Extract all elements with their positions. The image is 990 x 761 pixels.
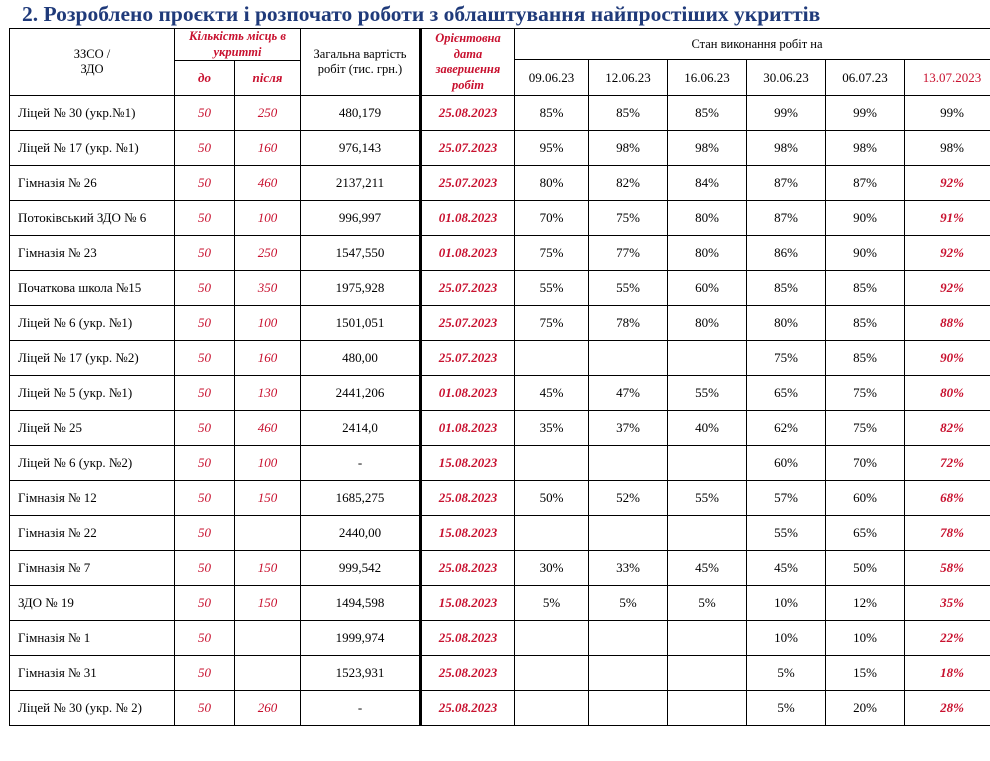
cell-progress: 62%: [747, 411, 826, 446]
shelter-works-table: [9, 28, 990, 726]
table-row: [10, 586, 990, 621]
cell-progress: [589, 446, 668, 481]
cell-cost: 2414,0: [301, 411, 421, 446]
cell-progress: [589, 341, 668, 376]
cell-progress: 50%: [515, 481, 589, 516]
cell-before: 50: [175, 586, 235, 621]
table-row: [10, 166, 990, 201]
cell-progress: 80%: [515, 166, 589, 201]
cell-progress: 82%: [589, 166, 668, 201]
cell-before: 50: [175, 131, 235, 166]
cell-before: 50: [175, 236, 235, 271]
cell-progress: 75%: [515, 306, 589, 341]
table-row: [10, 481, 990, 516]
cell-progress: 58%: [905, 551, 990, 586]
cell-progress: 18%: [905, 656, 990, 691]
cell-progress: 55%: [747, 516, 826, 551]
cell-progress: 5%: [747, 691, 826, 726]
cell-after: 100: [235, 306, 301, 341]
cell-school: Початкова школа №15: [10, 271, 175, 306]
cell-school: Ліцей № 30 (укр. № 2): [10, 691, 175, 726]
cell-progress: 35%: [515, 411, 589, 446]
table-row: [10, 376, 990, 411]
cell-before: 50: [175, 166, 235, 201]
cell-after: [235, 621, 301, 656]
table-row: [10, 551, 990, 586]
cell-progress: 65%: [826, 516, 905, 551]
cell-after: 150: [235, 586, 301, 621]
cell-before: 50: [175, 551, 235, 586]
cell-cost: -: [301, 691, 421, 726]
cell-progress: 77%: [589, 236, 668, 271]
cell-progress: 85%: [826, 341, 905, 376]
cell-cost: 1523,931: [301, 656, 421, 691]
cell-progress: [668, 691, 747, 726]
cell-progress: 98%: [668, 131, 747, 166]
cell-progress: 87%: [747, 201, 826, 236]
cell-progress: [515, 656, 589, 691]
cell-cost: 1975,928: [301, 271, 421, 306]
cell-cost: 996,997: [301, 201, 421, 236]
cell-after: 250: [235, 236, 301, 271]
cell-school: Гімназія № 1: [10, 621, 175, 656]
cell-progress: 65%: [747, 376, 826, 411]
cell-progress: [668, 341, 747, 376]
cell-before: 50: [175, 341, 235, 376]
col-header-school-label: ЗЗСО / ЗДО: [73, 46, 111, 77]
cell-deadline: 25.08.2023: [421, 96, 515, 131]
cell-progress: 80%: [905, 376, 990, 411]
cell-cost: 1685,275: [301, 481, 421, 516]
cell-progress: 86%: [747, 236, 826, 271]
cell-progress: 99%: [826, 96, 905, 131]
cell-after: 150: [235, 481, 301, 516]
cell-before: 50: [175, 656, 235, 691]
cell-progress: 78%: [905, 516, 990, 551]
table-row: [10, 516, 990, 551]
cell-progress: 5%: [515, 586, 589, 621]
cell-school: ЗДО № 19: [10, 586, 175, 621]
cell-progress: 37%: [589, 411, 668, 446]
table-row: [10, 341, 990, 376]
cell-school: Ліцей № 17 (укр. №2): [10, 341, 175, 376]
cell-progress: 88%: [905, 306, 990, 341]
cell-progress: 90%: [905, 341, 990, 376]
table-row: [10, 411, 990, 446]
col-header-deadline: Орієнтовна дата завершення робіт: [421, 29, 515, 96]
cell-progress: 92%: [905, 166, 990, 201]
cell-progress: 33%: [589, 551, 668, 586]
cell-progress: 70%: [826, 446, 905, 481]
col-header-after: після: [235, 61, 301, 96]
cell-progress: 85%: [589, 96, 668, 131]
cell-progress: 84%: [668, 166, 747, 201]
cell-progress: 55%: [515, 271, 589, 306]
col-header-school: [10, 29, 175, 96]
cell-school: Ліцей № 5 (укр. №1): [10, 376, 175, 411]
cell-progress: [668, 446, 747, 481]
cell-progress: 85%: [515, 96, 589, 131]
cell-cost: 999,542: [301, 551, 421, 586]
table-row: [10, 656, 990, 691]
cell-after: [235, 656, 301, 691]
cell-after: [235, 516, 301, 551]
cell-progress: 92%: [905, 271, 990, 306]
table-row: [10, 621, 990, 656]
page-title: 2. Розроблено проєкти і розпочато роботи з облаштування найпростіших укриттів: [22, 2, 821, 26]
cell-after: 150: [235, 551, 301, 586]
cell-school: Ліцей № 6 (укр. №1): [10, 306, 175, 341]
table-row: [10, 446, 990, 481]
cell-progress: 75%: [515, 236, 589, 271]
col-header-date-4: 30.06.23: [747, 60, 826, 96]
cell-progress: [515, 691, 589, 726]
cell-deadline: 25.07.2023: [421, 306, 515, 341]
cell-progress: 98%: [826, 131, 905, 166]
cell-progress: 90%: [826, 201, 905, 236]
table-row: [10, 131, 990, 166]
table-row: [10, 306, 990, 341]
cell-progress: [515, 446, 589, 481]
cell-deadline: 25.07.2023: [421, 131, 515, 166]
cell-deadline: 01.08.2023: [421, 236, 515, 271]
cell-progress: 85%: [747, 271, 826, 306]
cell-after: 100: [235, 446, 301, 481]
table-row: [10, 201, 990, 236]
cell-progress: 28%: [905, 691, 990, 726]
cell-deadline: 15.08.2023: [421, 516, 515, 551]
cell-before: 50: [175, 446, 235, 481]
cell-cost: 2137,211: [301, 166, 421, 201]
cell-cost: 1501,051: [301, 306, 421, 341]
cell-progress: 55%: [668, 376, 747, 411]
cell-before: 50: [175, 271, 235, 306]
cell-progress: [668, 621, 747, 656]
cell-school: Гімназія № 31: [10, 656, 175, 691]
cell-school: Ліцей № 30 (укр.№1): [10, 96, 175, 131]
cell-progress: 47%: [589, 376, 668, 411]
cell-progress: 10%: [826, 621, 905, 656]
cell-progress: 99%: [905, 96, 990, 131]
cell-progress: 85%: [826, 271, 905, 306]
cell-progress: [515, 516, 589, 551]
cell-progress: 10%: [747, 621, 826, 656]
cell-cost: 480,179: [301, 96, 421, 131]
cell-progress: 75%: [826, 411, 905, 446]
cell-deadline: 25.08.2023: [421, 481, 515, 516]
cell-after: 130: [235, 376, 301, 411]
cell-progress: 20%: [826, 691, 905, 726]
cell-progress: [589, 516, 668, 551]
cell-after: 160: [235, 341, 301, 376]
table-row: [10, 691, 990, 726]
cell-progress: 12%: [826, 586, 905, 621]
cell-progress: 91%: [905, 201, 990, 236]
col-header-date-2: 12.06.23: [589, 60, 668, 96]
cell-progress: 85%: [668, 96, 747, 131]
cell-after: 250: [235, 96, 301, 131]
cell-progress: 5%: [747, 656, 826, 691]
cell-before: 50: [175, 306, 235, 341]
cell-progress: 30%: [515, 551, 589, 586]
cell-progress: 52%: [589, 481, 668, 516]
cell-after: 100: [235, 201, 301, 236]
cell-progress: 45%: [668, 551, 747, 586]
table-row: [10, 96, 990, 131]
cell-deadline: 15.08.2023: [421, 586, 515, 621]
cell-progress: 70%: [515, 201, 589, 236]
cell-progress: [668, 656, 747, 691]
cell-progress: 55%: [589, 271, 668, 306]
cell-progress: 80%: [668, 201, 747, 236]
cell-progress: 60%: [668, 271, 747, 306]
cell-progress: 80%: [668, 306, 747, 341]
table-row: [10, 271, 990, 306]
col-header-date-3: 16.06.23: [668, 60, 747, 96]
cell-progress: 98%: [747, 131, 826, 166]
cell-cost: 1999,974: [301, 621, 421, 656]
cell-school: Ліцей № 6 (укр. №2): [10, 446, 175, 481]
cell-deadline: 25.07.2023: [421, 271, 515, 306]
cell-progress: 90%: [826, 236, 905, 271]
header-row-1: [10, 29, 990, 60]
cell-deadline: 25.08.2023: [421, 656, 515, 691]
cell-progress: 99%: [747, 96, 826, 131]
cell-deadline: 25.07.2023: [421, 341, 515, 376]
cell-after: 260: [235, 691, 301, 726]
cell-before: 50: [175, 621, 235, 656]
cell-progress: 40%: [668, 411, 747, 446]
cell-school: Гімназія № 7: [10, 551, 175, 586]
cell-cost: 2440,00: [301, 516, 421, 551]
cell-progress: 80%: [747, 306, 826, 341]
cell-progress: [589, 621, 668, 656]
cell-before: 50: [175, 376, 235, 411]
cell-progress: 95%: [515, 131, 589, 166]
cell-deadline: 01.08.2023: [421, 411, 515, 446]
cell-school: Гімназія № 22: [10, 516, 175, 551]
cell-progress: 5%: [589, 586, 668, 621]
cell-school: Гімназія № 23: [10, 236, 175, 271]
cell-progress: 75%: [747, 341, 826, 376]
cell-progress: [589, 691, 668, 726]
cell-progress: 5%: [668, 586, 747, 621]
cell-deadline: 25.08.2023: [421, 691, 515, 726]
cell-progress: 68%: [905, 481, 990, 516]
cell-progress: [668, 516, 747, 551]
cell-progress: 15%: [826, 656, 905, 691]
cell-progress: 55%: [668, 481, 747, 516]
cell-progress: 75%: [826, 376, 905, 411]
cell-progress: 45%: [747, 551, 826, 586]
cell-after: 350: [235, 271, 301, 306]
cell-progress: 10%: [747, 586, 826, 621]
cell-progress: 22%: [905, 621, 990, 656]
cell-deadline: 25.08.2023: [421, 621, 515, 656]
cell-progress: [589, 656, 668, 691]
cell-progress: 35%: [905, 586, 990, 621]
cell-progress: 98%: [589, 131, 668, 166]
cell-school: Ліцей № 17 (укр. №1): [10, 131, 175, 166]
cell-cost: -: [301, 446, 421, 481]
col-header-status: Стан виконання робіт на: [515, 29, 990, 60]
cell-progress: 75%: [589, 201, 668, 236]
cell-deadline: 01.08.2023: [421, 376, 515, 411]
col-header-date-1: 09.06.23: [515, 60, 589, 96]
cell-cost: 2441,206: [301, 376, 421, 411]
table-row: [10, 236, 990, 271]
cell-deadline: 25.07.2023: [421, 166, 515, 201]
cell-before: 50: [175, 411, 235, 446]
col-header-before: до: [175, 61, 235, 96]
cell-progress: 72%: [905, 446, 990, 481]
cell-progress: 82%: [905, 411, 990, 446]
cell-school: Потоківський ЗДО № 6: [10, 201, 175, 236]
cell-progress: [515, 621, 589, 656]
cell-deadline: 25.08.2023: [421, 551, 515, 586]
cell-progress: 87%: [826, 166, 905, 201]
cell-progress: 78%: [589, 306, 668, 341]
cell-progress: 98%: [905, 131, 990, 166]
col-header-date-5: 06.07.23: [826, 60, 905, 96]
col-header-cost: Загальна вартість робіт (тис. грн.): [301, 29, 421, 96]
cell-progress: 92%: [905, 236, 990, 271]
cell-progress: 85%: [826, 306, 905, 341]
cell-before: 50: [175, 691, 235, 726]
cell-before: 50: [175, 201, 235, 236]
cell-after: 460: [235, 411, 301, 446]
cell-progress: [515, 341, 589, 376]
cell-after: 160: [235, 131, 301, 166]
cell-progress: 45%: [515, 376, 589, 411]
cell-progress: 80%: [668, 236, 747, 271]
cell-progress: 87%: [747, 166, 826, 201]
cell-progress: 60%: [826, 481, 905, 516]
col-header-places: Кількість місць в укритті: [175, 29, 301, 61]
cell-cost: 1547,550: [301, 236, 421, 271]
cell-progress: 50%: [826, 551, 905, 586]
cell-before: 50: [175, 96, 235, 131]
cell-deadline: 15.08.2023: [421, 446, 515, 481]
cell-cost: 1494,598: [301, 586, 421, 621]
col-header-date-6: 13.07.2023: [905, 60, 990, 96]
cell-progress: 57%: [747, 481, 826, 516]
cell-cost: 480,00: [301, 341, 421, 376]
cell-before: 50: [175, 516, 235, 551]
cell-deadline: 01.08.2023: [421, 201, 515, 236]
cell-after: 460: [235, 166, 301, 201]
cell-cost: 976,143: [301, 131, 421, 166]
cell-school: Гімназія № 12: [10, 481, 175, 516]
cell-school: Ліцей № 25: [10, 411, 175, 446]
cell-school: Гімназія № 26: [10, 166, 175, 201]
cell-before: 50: [175, 481, 235, 516]
cell-progress: 60%: [747, 446, 826, 481]
